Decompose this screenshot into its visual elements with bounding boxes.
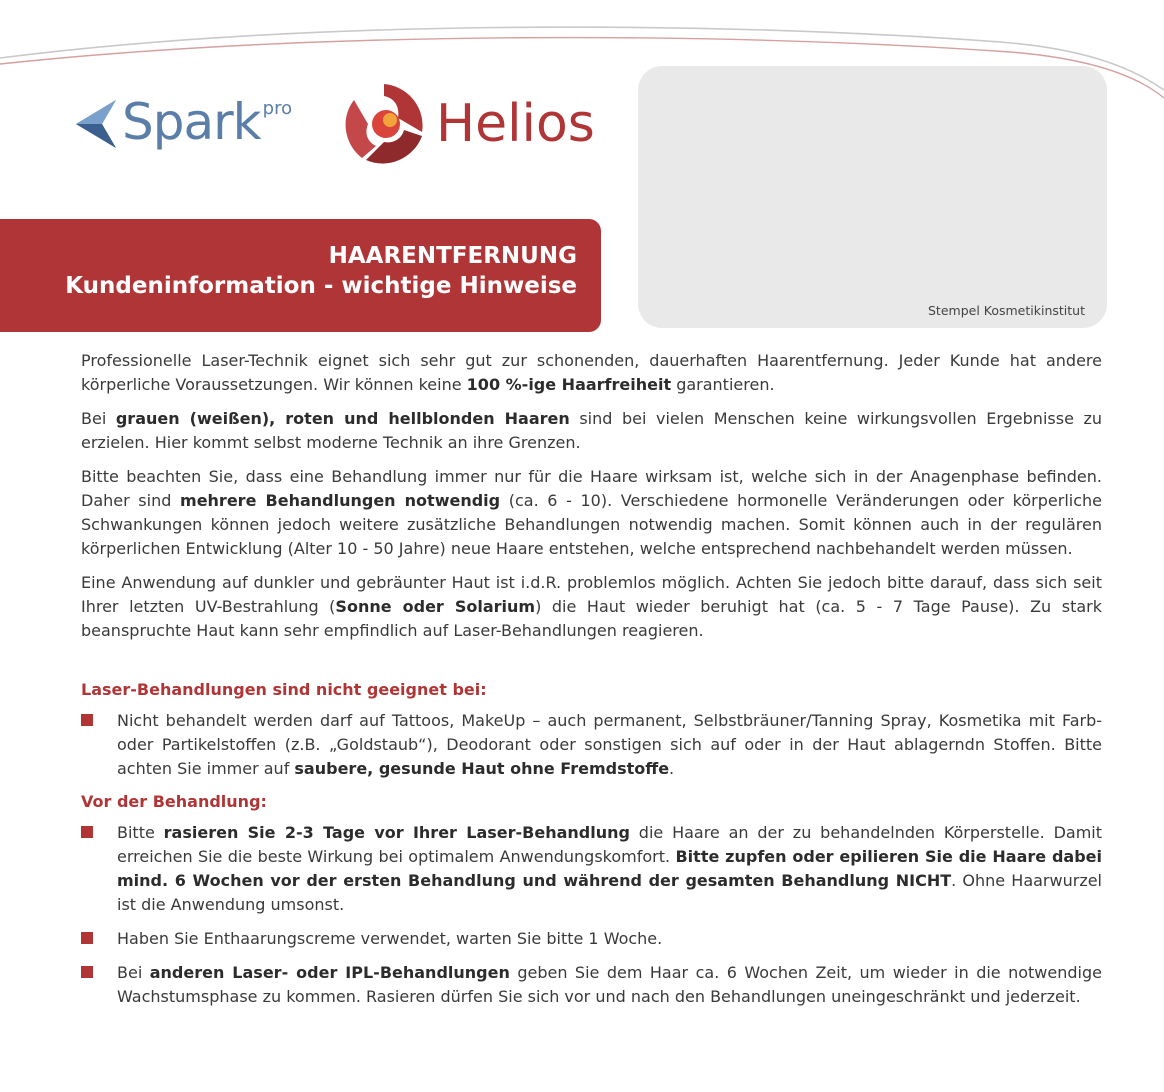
intro-paragraph [81,465,1102,561]
body-text: garantieren. [671,375,775,394]
helios-logo [338,78,595,170]
bullet-square-icon [81,714,93,726]
emphasis-text: Bitte zupfen oder epilieren Sie die Haare dabei mind. 6 Wochen vor der ersten Behandlung und während der gesamten Behandlung NICHT [117,847,1102,890]
body-text: Bei [117,963,150,982]
body-text: ) die Haut wieder beruhigt hat (ca. 5 - 7 Tage Pause). Zu stark beanspruchte Haut kann sehr empfindlich auf Laser-Behandlungen reagieren. [81,597,1102,640]
intro-paragraph [81,349,1102,397]
body-text: Haben Sie Enthaarungscreme verwendet, warten Sie bitte 1 Woche. [117,929,663,948]
body-text: Bitte beachten Sie, dass eine Behandlung immer nur für die Haare wirksam ist, welche sich in der Anagenphase befinden. Daher sind [81,467,1102,510]
emphasis-text: Sonne oder Solarium [335,597,536,616]
spark-pro-suffix: pro [262,98,293,119]
helios-wordmark: Helios [436,94,595,154]
spark-pro-logo [76,93,293,152]
page-title: HAARENTFERNUNG [328,243,577,269]
section-heading: Laser-Behandlungen sind nicht geeignet bei: [81,680,487,699]
body-text: . [669,759,675,778]
title-banner [0,219,601,332]
emphasis-text: grauen (weißen), roten und hellblonden Haaren [115,409,570,428]
list-item [81,709,1102,781]
spark-star-icon [76,96,120,152]
bullet-square-icon [81,966,93,978]
bullet-square-icon [81,826,93,838]
section-heading: Vor der Behandlung: [81,792,267,811]
page-subtitle: Kundeninformation - wichtige Hinweise [65,273,577,299]
body-text: geben Sie dem Haar ca. 6 Wochen Zeit, um wieder in die notwendige Wachstumsphase zu kommen. Rasieren dürfen Sie sich vor und nach den Behandlungen uneingeschränkt und jederzeit. [117,963,1102,1006]
intro-paragraphs [81,349,1102,643]
body-text: Bitte [117,823,164,842]
emphasis-text: rasieren Sie 2-3 Tage vor Ihrer Laser-Behandlung [163,823,630,842]
emphasis-text: anderen Laser- oder IPL-Behandlungen [149,963,510,982]
emphasis-text: saubere, gesunde Haut ohne Fremdstoffe [294,759,670,778]
info-sections [81,679,1102,1009]
body-text: . Ohne Haarwurzel ist die Anwendung umsonst. [117,871,1103,914]
intro-paragraph [81,407,1102,455]
stamp-box [638,66,1107,328]
brand-logos [76,78,616,168]
stamp-label: Stempel Kosmetikinstitut [928,303,1085,318]
intro-paragraph [81,571,1102,643]
section-spacer [81,653,1102,679]
list-item [81,927,1102,951]
list-item [81,961,1102,1009]
spark-wordmark: Spark [122,93,261,151]
list-item [81,821,1102,917]
content-body [81,349,1102,1019]
body-text: Nicht behandelt werden darf auf Tattoos, MakeUp – auch permanent, Selbstbräuner/Tanning Spray, Kosmetika mit Farb- oder Partikelstoffen (z.B. „Goldstaub“), Deodorant oder sonstigen sich auf oder in der Haut ablagerndn Stoffen. Bitte achten Sie immer auf [117,711,1102,778]
body-text: sind bei vielen Menschen keine wirkungsvollen Ergebnisse zu erzielen. Hier kommt selbst moderne Technik an ihre Grenzen. [81,409,1103,452]
body-text: (ca. 6 - 10). Verschiedene hormonelle Veränderungen oder körperliche Schwankungen können jedoch weitere zusätzliche Behandlungen notwendig machen. Somit können auch in der regulären körperlichen Entwicklung (Alter 10 - 50 Jahre) neue Haare entstehen, welche entsprechend nachbehandelt werden müssen. [81,491,1102,558]
bullet-list [81,709,1102,781]
emphasis-text: 100 %-ige Haarfreiheit [466,375,672,394]
bullet-square-icon [81,932,93,944]
bullet-list [81,821,1102,1009]
body-text: Bei [81,409,116,428]
helios-emblem-icon [338,78,430,170]
emphasis-text: mehrere Behandlungen notwendig [180,491,501,510]
body-text: Eine Anwendung auf dunkler und gebräunter Haut ist i.d.R. problemlos möglich. Achten Sie jedoch bitte darauf, dass sich seit Ihrer letzten UV-Bestrahlung ( [81,573,1102,616]
body-text: Professionelle Laser-Technik eignet sich sehr gut zur schonenden, dauerhaften Haarentfernung. Jeder Kunde hat andere körperliche Voraussetzungen. Wir können keine [81,351,1102,394]
body-text: die Haare an der zu behandelnden Körperstelle. Damit erreichen Sie die beste Wirkung bei optimalem Anwendungskomfort. [117,823,1102,866]
